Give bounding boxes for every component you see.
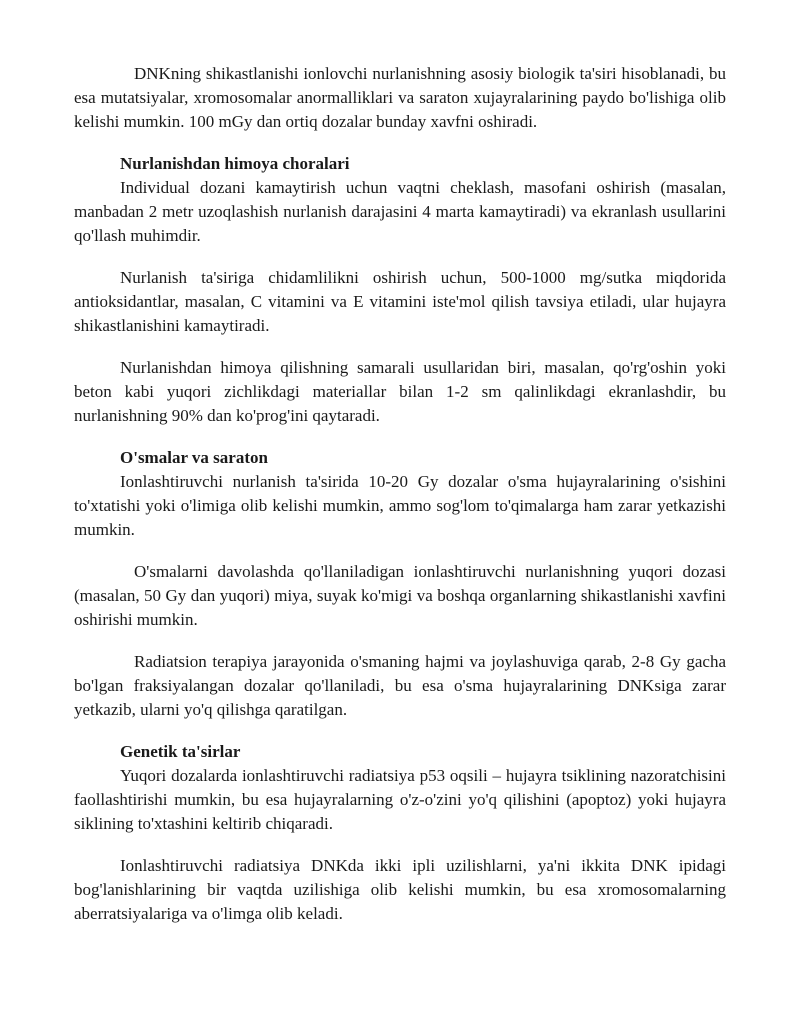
paragraph-dna-damage: DNKning shikastlanishi ionlovchi nurlanishning asosiy biologik ta'siri hisoblanadi, bu esa mutatsiyalar, xromosomalar anormalliklari va saraton xujayralarining paydo bo'lishiga olib kelishi mumkin. 100 mGy dan ortiq dozalar bunday xavfni oshiradi. [74,64,726,131]
paragraph-antioxidants: Nurlanish ta'siriga chidamlilikni oshirish uchun, 500-1000 mg/sutka miqdorida antioksidantlar, masalan, C vitamini va E vitamini iste'mol qilish tavsiya etiladi, ular hujayra shikastlanishini kamaytiradi. [74,268,726,335]
paragraph-tumor-dose: Ionlashtiruvchi nurlanish ta'sirida 10-20 Gy dozalar o'sma hujayralarining o'sishini to'xtatishi yoki o'limiga olib kelishi mumkin, ammo sog'lom to'qimalarga ham zarar yetkazishi mumkin. [74,472,726,539]
heading-tumors-cancer: O'smalar va saraton [120,448,268,467]
paragraph-high-dose-risk: O'smalarni davolashda qo'llaniladigan ionlashtiruvchi nurlanishning yuqori dozasi (masalan, 50 Gy dan yuqori) miya, suyak ko'migi va boshqa organlarning shikastlanishi xavfini oshirishi mumkin. [74,562,726,629]
paragraph-radiotherapy: Radiatsion terapiya jarayonida o'smaning hajmi va joylashuviga qarab, 2-8 Gy gacha bo'lgan fraksiyalangan dozalar qo'llaniladi, bu esa o'sma hujayralarining DNKsiga zarar yetkazib, ularni yo'q qilishga qaratilgan. [74,652,726,719]
heading-genetic-effects: Genetik ta'sirlar [120,742,241,761]
paragraph-shielding: Nurlanishdan himoya qilishning samarali usullaridan biri, masalan, qo'rg'oshin yoki beton kabi yuqori zichlikdagi materiallar bilan 1-2 sm qalinlikdagi ekranlashdir, bu nurlanishning 90% dan ko'prog'ini qaytaradi. [74,358,726,425]
paragraph-double-strand-breaks: Ionlashtiruvchi radiatsiya DNKda ikki ipli uzilishlarni, ya'ni ikkita DNK ipidagi bog'lanishlarining bir vaqtda uzilishiga olib kelishi mumkin, bu esa xromosomalarning aberratsiyalariga va o'limga olib keladi. [74,856,726,923]
heading-radiation-protection: Nurlanishdan himoya choralari [120,154,350,173]
paragraph-p53: Yuqori dozalarda ionlashtiruvchi radiatsiya p53 oqsili – hujayra tsiklining nazoratchisini faollashtirishi mumkin, bu esa hujayralarning o'z-o'zini yo'q qilishini (apoptoz) yoki hujayra siklining to'xtashini keltirib chiqaradi. [74,766,726,833]
paragraph-dose-reduction: Individual dozani kamaytirish uchun vaqtni cheklash, masofani oshirish (masalan, manbadan 2 metr uzoqlashish nurlanish darajasini 4 marta kamaytiradi) va ekranlash usullarini qo'llash muhimdir. [74,178,726,245]
